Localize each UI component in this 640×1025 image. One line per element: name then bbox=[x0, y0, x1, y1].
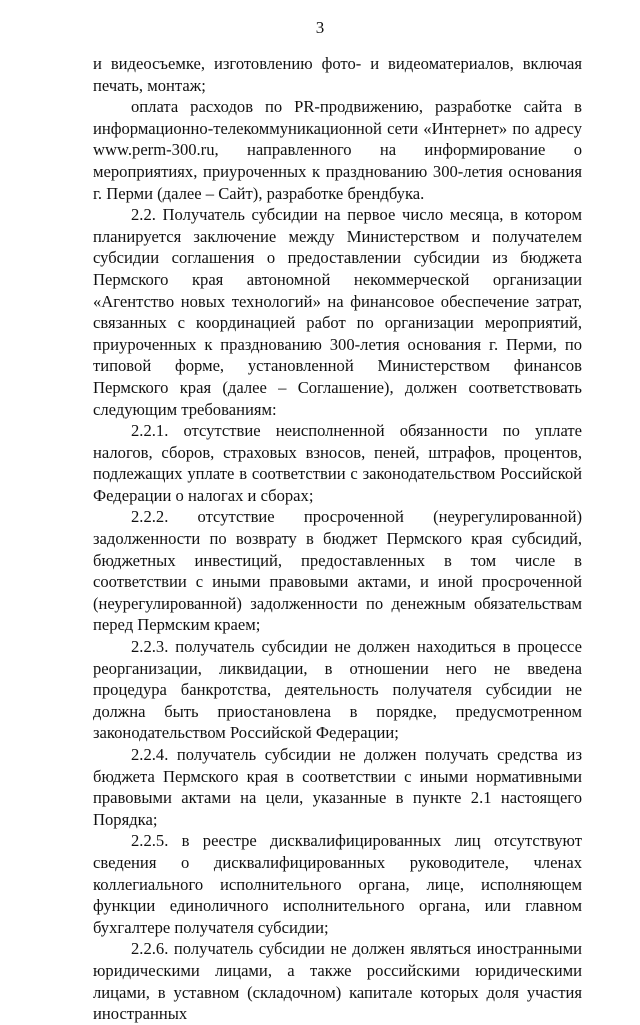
paragraph-continuation: и видеосъемке, изготовлению фото- и видеоматериалов, включая печать, монтаж; bbox=[93, 54, 582, 95]
paragraph-2-2-5: 2.2.5. в реестре дисквалифицированных лиц отсутствуют сведения о дисквалифицированных руководителе, членах коллегиального исполнительного органа, лице, исполняющем функции единоличного исполнительного органа, или главном бухгалтере получателя субсидии; bbox=[93, 831, 582, 937]
paragraph-2-2-6: 2.2.6. получатель субсидии не должен являться иностранными юридическими лицами, а также российскими юридическими лицами, в уставном (складочном) капитале которых доля участия иностранных bbox=[93, 939, 582, 1024]
paragraph-2-2: 2.2. Получатель субсидии на первое число месяца, в котором планируется заключение между Министерством и получателем субсидии соглашения о предоставлении субсидии из бюджета Пермского края автономной некоммерческой организации «Агентство новых технологий» на финансовое обеспечение затрат, связанных с координацией работ по организации мероприятий, приуроченных к празднованию 300-летия основания г. Перми, по типовой форме, установленной Министерством финансов Пермского края (далее – Соглашение), должен соответствовать следующим требованиям: bbox=[93, 205, 582, 419]
document-body bbox=[93, 53, 582, 1025]
paragraph-2-2-2: 2.2.2. отсутствие просроченной (неурегулированной) задолженности по возврату в бюджет Пермского края субсидий, бюджетных инвестиций, предоставленных в том числе в соответствии с иными правовыми актами, и иной просроченной (неурегулированной) задолженности по денежным обязательствам перед Пермским краем; bbox=[93, 507, 582, 635]
page-number: 3 bbox=[315, 18, 325, 37]
paragraph-2-2-4: 2.2.4. получатель субсидии не должен получать средства из бюджета Пермского края в соответствии с иными нормативными правовыми актами на цели, указанные в пункте 2.1 настоящего Порядка; bbox=[93, 745, 582, 829]
paragraph-pr-promotion: оплата расходов по PR-продвижению, разработке сайта в информационно-телекоммуникационной сети «Интернет» по адресу www.perm-300.ru, направленного на информирование о мероприятиях, приуроченных к празднованию 300-летия основания г. Перми (далее – Сайт), разработке брендбука. bbox=[93, 97, 582, 203]
paragraph-2-2-1: 2.2.1. отсутствие неисполненной обязанности по уплате налогов, сборов, страховых взносов, пеней, штрафов, процентов, подлежащих уплате в соответствии с законодательством Российской Федерации о налогах и сборах; bbox=[93, 421, 582, 505]
paragraph-2-2-3: 2.2.3. получатель субсидии не должен находиться в процессе реорганизации, ликвидации, в отношении него не введена процедура банкротства, деятельность получателя субсидии не должна быть приостановлена в порядке, предусмотренном законодательством Российской Федерации; bbox=[93, 637, 582, 743]
